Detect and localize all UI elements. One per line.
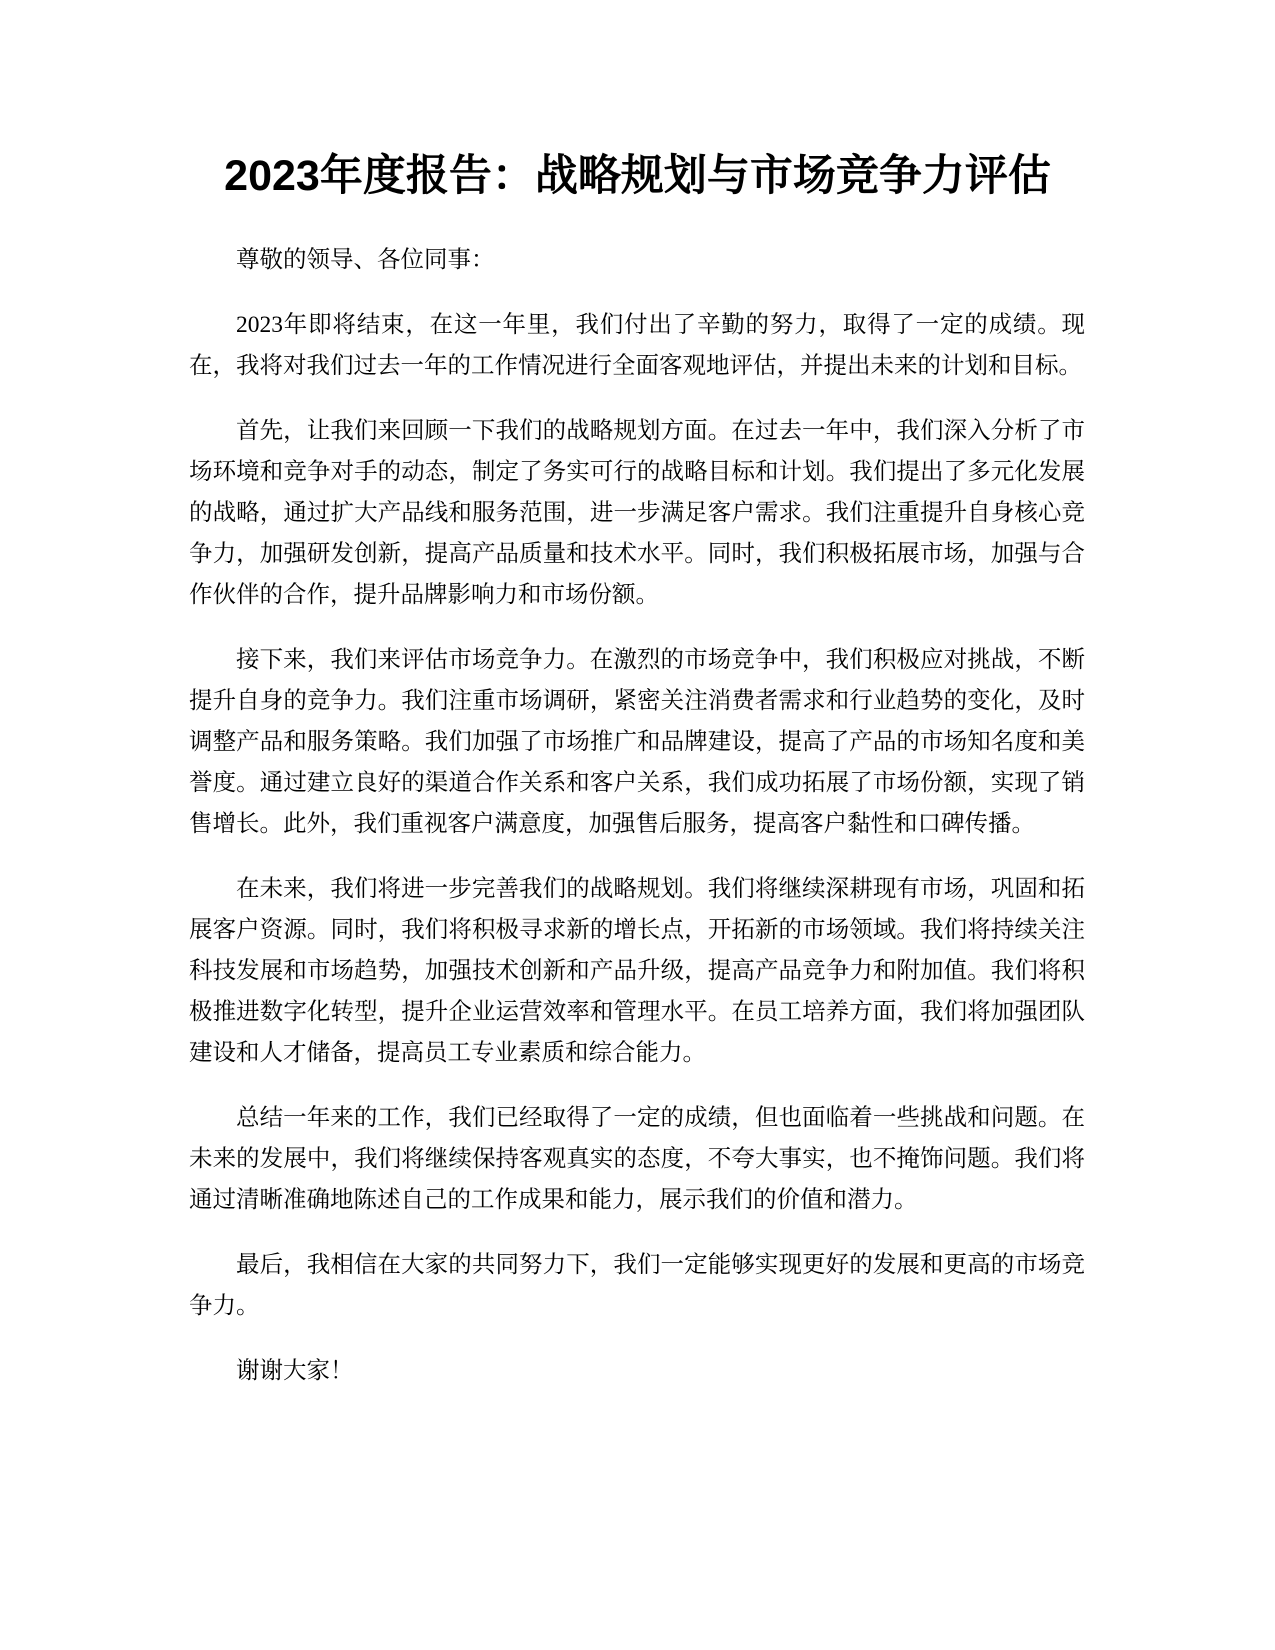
paragraph-salutation: 尊敬的领导、各位同事：: [236, 247, 495, 273]
paragraph-future-plans: 在未来，我们将进一步完善我们的战略规划。我们将继续深耕现有市场，巩固和拓展客户资源。同时，我们将积极寻求新的增长点，开拓新的市场领域。我们将持续关注科技发展和市场趋势，加强技术创新和产品升级，提高产品竞争力和附加值。我们将积极推进数字化转型，提升企业运营效率和管理水平。在员工培养方面，我们将加强团队建设和人才储备，提高员工专业素质和综合能力。: [189, 876, 1085, 1066]
document-title: 2023年度报告：战略规划与市场竞争力评估: [224, 152, 1051, 200]
paragraph-summary: 总结一年来的工作，我们已经取得了一定的成绩，但也面临着一些挑战和问题。在未来的发展中，我们将继续保持客观真实的态度，不夸大事实，也不掩饰问题。我们将通过清晰准确地陈述自己的工作成果和能力，展示我们的价值和潜力。: [189, 1105, 1085, 1213]
paragraph-intro: 2023年即将结束，在这一年里，我们付出了辛勤的努力，取得了一定的成绩。现在，我将对我们过去一年的工作情况进行全面客观地评估，并提出未来的计划和目标。: [189, 312, 1085, 379]
paragraph-competitiveness: 接下来，我们来评估市场竞争力。在激烈的市场竞争中，我们积极应对挑战，不断提升自身的竞争力。我们注重市场调研，紧密关注消费者需求和行业趋势的变化，及时调整产品和服务策略。我们加强了市场推广和品牌建设，提高了产品的市场知名度和美誉度。通过建立良好的渠道合作关系和客户关系，我们成功拓展了市场份额，实现了销售增长。此外，我们重视客户满意度，加强售后服务，提高客户黏性和口碑传播。: [189, 647, 1085, 837]
document-body: [189, 240, 1085, 1416]
paragraph-closing: 最后，我相信在大家的共同努力下，我们一定能够实现更好的发展和更高的市场竞争力。: [189, 1252, 1085, 1319]
paragraph-strategy-review: 首先，让我们来回顾一下我们的战略规划方面。在过去一年中，我们深入分析了市场环境和竞争对手的动态，制定了务实可行的战略目标和计划。我们提出了多元化发展的战略，通过扩大产品线和服务范围，进一步满足客户需求。我们注重提升自身核心竞争力，加强研发创新，提高产品质量和技术水平。同时，我们积极拓展市场，加强与合作伙伴的合作，提升品牌影响力和市场份额。: [189, 418, 1085, 608]
paragraph-thanks: 谢谢大家！: [236, 1358, 354, 1384]
